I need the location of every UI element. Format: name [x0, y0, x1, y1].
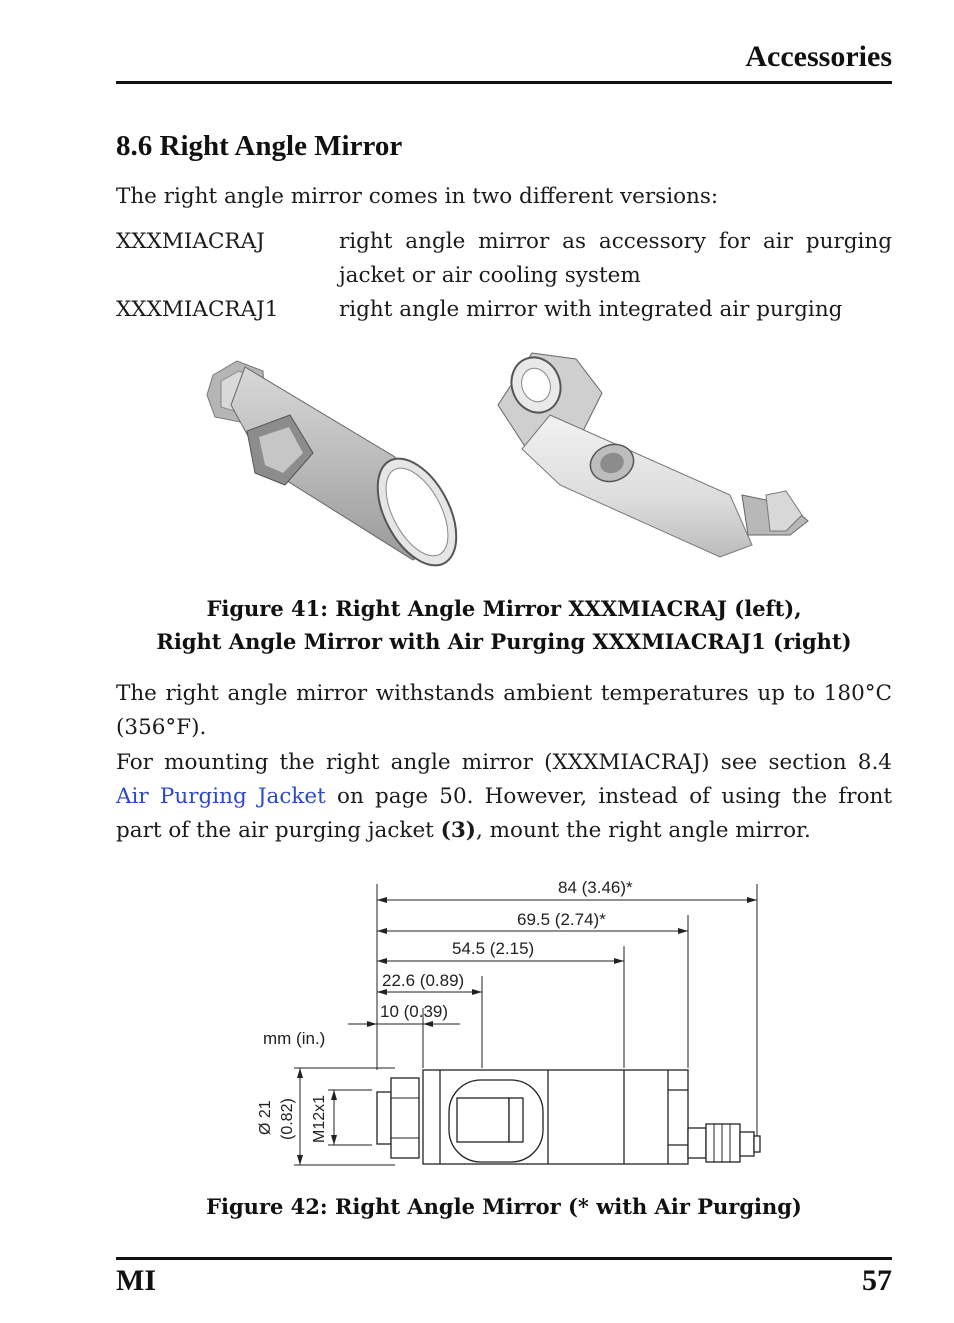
- para2-line3-post: , mount the right angle mirror.: [475, 818, 811, 843]
- dim-22-label: 22.6 (0.89): [382, 971, 465, 990]
- para1-line1: The right angle mirror withstands ambient temperatures up to 180°C: [116, 681, 892, 706]
- dim-54-label: 54.5 (2.15): [452, 939, 535, 958]
- para2-line3-bold: (3): [440, 818, 476, 843]
- diameter-label: Ø 21: [257, 1100, 274, 1135]
- figure-41-caption-line2: Right Angle Mirror with Air Purging XXXMIACRAJ1 (right): [156, 629, 852, 654]
- version-desc-2: right angle mirror with integrated air purging: [339, 297, 843, 322]
- figure-41-caption-line1: Figure 41: Right Angle Mirror XXXMIACRAJ (left),: [206, 596, 802, 621]
- page-number: 57: [862, 1264, 892, 1297]
- right-angle-mirror-air-purging-image: [490, 345, 820, 570]
- version-code-2: XXXMIACRAJ1: [116, 297, 279, 322]
- para2-line3: [116, 814, 892, 848]
- section-title: 8.6 Right Angle Mirror: [116, 130, 403, 162]
- footer-rule: [116, 1257, 892, 1260]
- para2-line2: [116, 780, 892, 814]
- version-code-1: XXXMIACRAJ: [116, 229, 265, 254]
- intro-text: The right angle mirror comes in two different versions:: [116, 184, 719, 209]
- para2-line3-pre: part of the air purging jacket: [116, 818, 441, 843]
- dim-10-label: 10 (0.39): [380, 1002, 449, 1021]
- air-purging-jacket-link[interactable]: Air Purging Jacket: [116, 784, 326, 809]
- version-desc-1-line1: right angle mirror as accessory for air purging: [339, 229, 892, 254]
- dim-84-label: 84 (3.46)*: [558, 878, 633, 897]
- para2-line1: For mounting the right angle mirror (XXXMIACRAJ) see section 8.4: [116, 750, 892, 775]
- para1-line2: (356°F).: [116, 715, 207, 740]
- diameter-inch-label: (0.82): [279, 1098, 296, 1140]
- units-label: mm (in.): [263, 1029, 326, 1048]
- dimension-drawing: [250, 872, 775, 1172]
- thread-label: M12x1: [311, 1094, 328, 1143]
- header-rule: [116, 81, 892, 84]
- footer-product: MI: [116, 1264, 156, 1297]
- header-title: Accessories: [745, 40, 892, 73]
- dim-69-label: 69.5 (2.74)*: [517, 910, 606, 929]
- right-angle-mirror-image: [185, 345, 480, 570]
- figure-42-caption: Figure 42: Right Angle Mirror (* with Air Purging): [206, 1194, 802, 1219]
- para2-line2-rest: on page 50. However, instead of using the front: [325, 784, 892, 809]
- version-desc-1-line2: jacket or air cooling system: [339, 263, 641, 288]
